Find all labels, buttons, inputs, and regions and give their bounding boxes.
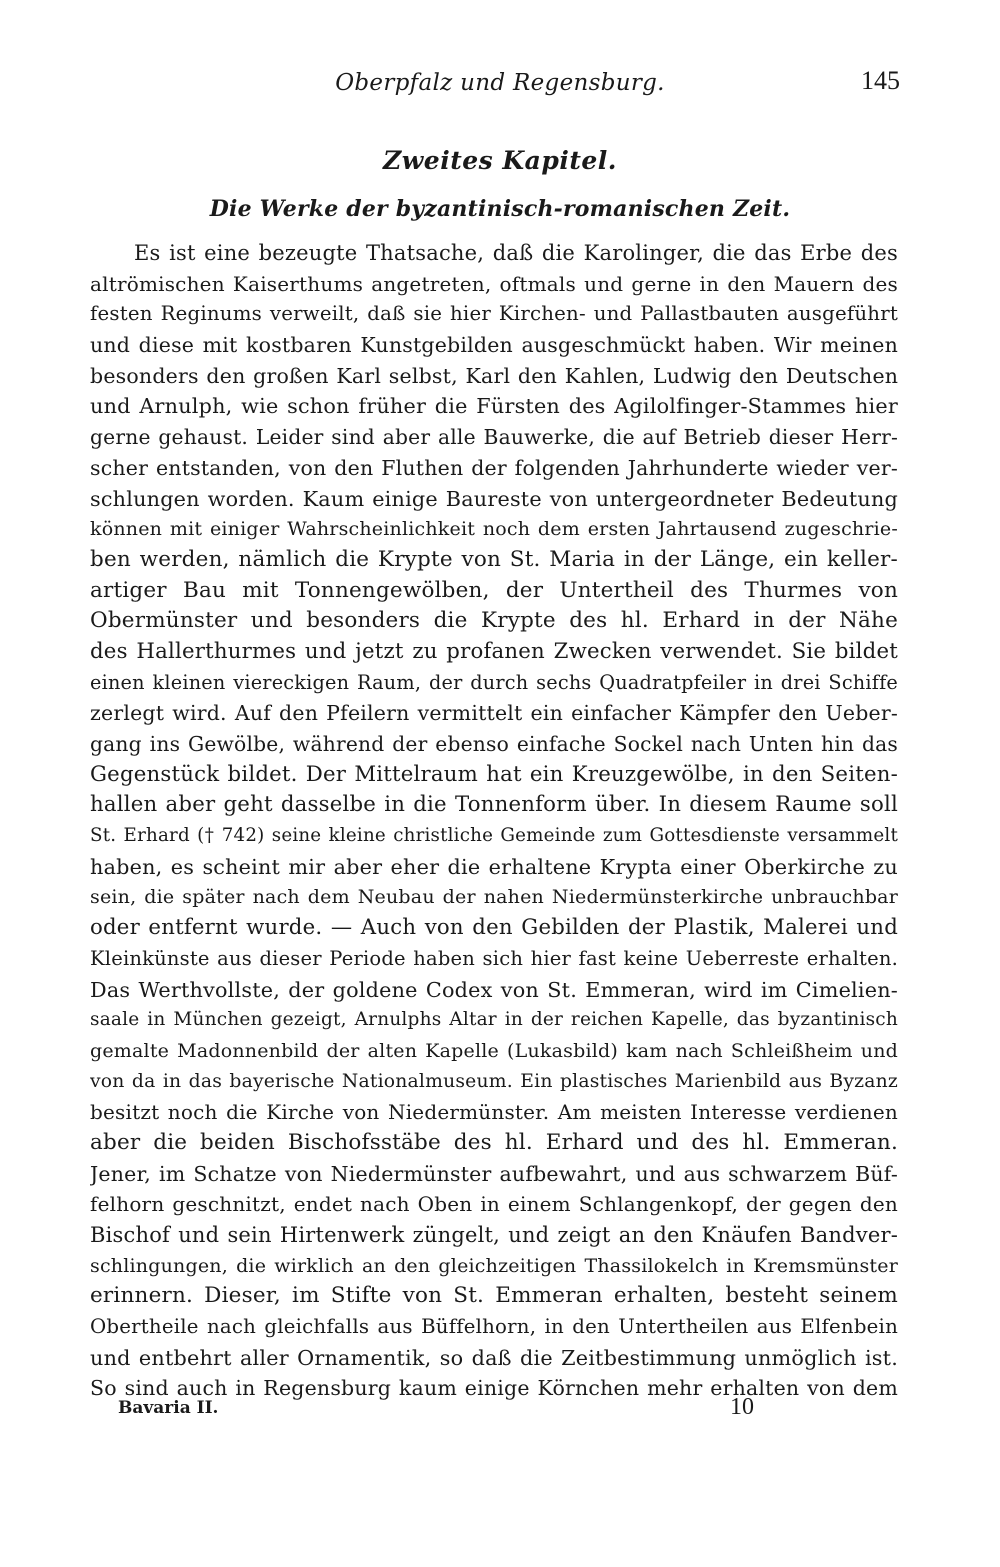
text-line: schlingungen, die wirklich an den gleichzeitigen Thassilokelch in Kremsmünster (90, 1254, 898, 1277)
text-line: Obertheile nach gleichfalls aus Büffelhorn, in den Untertheilen aus Elfenbein (90, 1315, 898, 1339)
text-line: saale in München gezeigt, Arnulphs Altar in der reichen Kapelle, das byzantinisch (90, 1009, 898, 1031)
text-line: scher entstanden, von den Fluthen der folgenden Jahrhunderte wieder ver- (90, 455, 898, 480)
text-line: So sind auch in Regensburg kaum einige Körnchen mehr erhalten von dem (90, 1376, 898, 1401)
text-line: haben, es scheint mir aber eher die erhaltene Krypta einer Oberkirche zu (90, 854, 898, 879)
page-number: 145 (861, 66, 900, 95)
text-line: festen Reginums verweilt, daß sie hier Kirchen- und Pallastbauten ausgeführt (90, 302, 898, 326)
text-line: hallen aber geht dasselbe in die Tonnenform über. In diesem Raume soll (90, 792, 898, 818)
text-line: besitzt noch die Kirche von Niedermünster. Am meisten Interesse verdienen (90, 1100, 898, 1125)
text-line: gang ins Gewölbe, während der ebenso einfache Sockel nach Unten hin das (90, 732, 898, 756)
text-line: Das Werthvollste, der goldene Codex von St. Emmeran, wird im Cimelien- (90, 977, 898, 1002)
text-line: und Arnulph, wie schon früher die Fürsten des Agilolfinger-Stammes hier (90, 394, 898, 419)
text-line: gerne gehaust. Leider sind aber alle Bauwerke, die auf Betrieb dieser Herr- (90, 425, 898, 450)
running-title: Oberpfalz und Regensburg. (335, 70, 665, 96)
text-line: artiger Bau mit Tonnengewölben, der Untertheil des Thurmes von (90, 577, 898, 603)
text-line: besonders den großen Karl selbst, Karl den Kahlen, Ludwig den Deutschen (90, 363, 898, 388)
text-line: und entbehrt aller Ornamentik, so daß die Zeitbestimmung unmöglich ist. (90, 1345, 898, 1370)
text-line: Kleinkünste aus dieser Periode haben sich hier fast keine Ueberreste erhalten. (90, 946, 898, 970)
page-footer (118, 1394, 900, 1424)
sheet-number: 10 (730, 1394, 754, 1420)
text-line: Gegenstück bildet. Der Mittelraum hat ein Kreuzgewölbe, in den Seiten- (90, 761, 898, 787)
text-line: Obermünster und besonders die Krypte des hl. Erhard in der Nähe (90, 608, 898, 634)
text-line: ben werden, nämlich die Krypte von St. Maria in der Länge, ein keller- (90, 546, 898, 572)
text-line: des Hallerthurmes und jetzt zu profanen Zwecken verwendet. Sie bildet (90, 638, 898, 664)
text-line: zerlegt wird. Auf den Pfeilern vermittelt ein einfacher Kämpfer den Ueber- (90, 701, 898, 726)
body-text (90, 238, 898, 1404)
text-line: und diese mit kostbaren Kunstgebilden ausgeschmückt haben. Wir meinen (90, 333, 898, 358)
chapter-title: Zweites Kapitel. (383, 146, 617, 175)
printer-signature: Bavaria II. (118, 1398, 219, 1418)
text-line: Jener, im Schatze von Niedermünster aufbewahrt, und aus schwarzem Büf- (90, 1161, 898, 1186)
text-line: aber die beiden Bischofsstäbe des hl. Erhard und des hl. Emmeran. (90, 1129, 898, 1155)
text-line: Es ist eine bezeugte Thatsache, daß die Karolinger, die das Erbe des (134, 241, 898, 265)
text-line: sein, die später nach dem Neubau der nahen Niedermünsterkirche unbrauchbar (90, 886, 898, 909)
text-line: altrömischen Kaiserthums angetreten, oftmals und gerne in den Mauern des (90, 271, 898, 296)
text-line: Bischof und sein Hirtenwerk züngelt, und zeigt an den Knäufen Bandver- (90, 1223, 898, 1247)
running-head (100, 66, 900, 106)
text-line: oder entfernt wurde. — Auch von den Gebilden der Plastik, Malerei und (90, 915, 898, 941)
text-line: gemalte Madonnenbild der alten Kapelle (Lukasbild) kam nach Schleißheim und (90, 1039, 898, 1062)
text-line: felhorn geschnitzt, endet nach Oben in einem Schlangenkopf, der gegen den (90, 1192, 898, 1217)
text-line: schlungen worden. Kaum einige Baureste von untergeordneter Bedeutung (90, 486, 898, 511)
text-line: von da in das bayerische Nationalmuseum. Ein plastisches Marienbild aus Byzanz (90, 1070, 898, 1092)
text-line: erinnern. Dieser, im Stifte von St. Emmeran erhalten, besteht seinem (90, 1283, 898, 1309)
text-line: können mit einiger Wahrscheinlichkeit noch dem ersten Jahrtausend zugeschrie- (90, 518, 898, 541)
text-line: St. Erhard († 742) seine kleine christliche Gemeinde zum Gottesdienste versammelt (90, 825, 898, 847)
text-line: einen kleinen viereckigen Raum, der durch sechs Quadratpfeiler in drei Schiffe (90, 670, 898, 694)
section-title: Die Werke der byzantinisch-romanischen Zeit. (209, 196, 791, 222)
